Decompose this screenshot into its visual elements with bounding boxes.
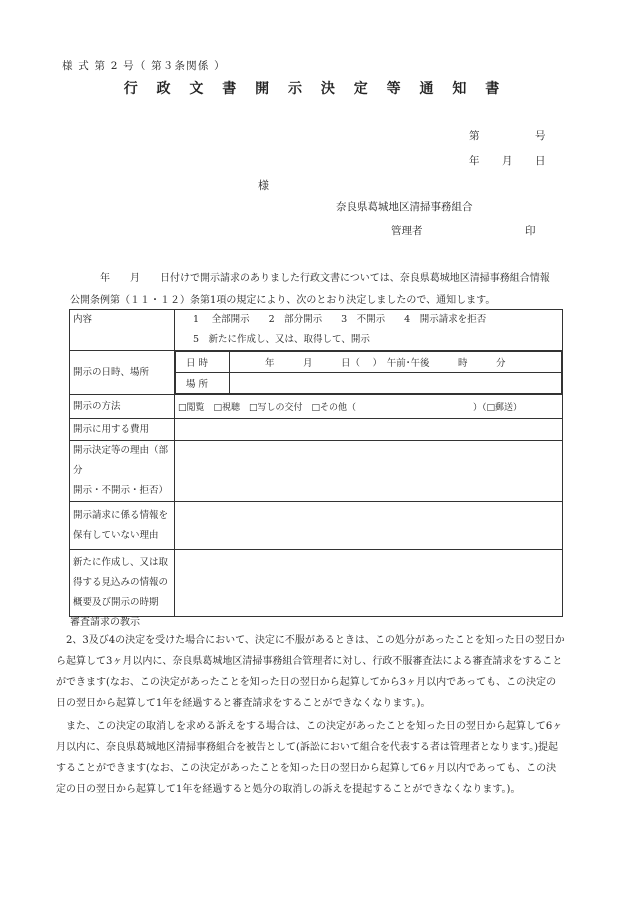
cost-label: 開示に用する費用 bbox=[70, 419, 175, 441]
issue-date bbox=[469, 153, 568, 168]
datetime-inner bbox=[175, 351, 562, 394]
date-day: 日 bbox=[535, 155, 546, 167]
table-row bbox=[70, 441, 563, 502]
no-info-label-line-2: 保有していない理由 bbox=[73, 529, 159, 541]
reason-label-line-2: 開示・不開示・拒否） bbox=[73, 485, 169, 496]
new-info-value bbox=[175, 550, 563, 617]
organization-name: 奈良県葛城地区清掃事務組合 bbox=[336, 201, 473, 213]
datetime-value: 年 月 日（ ） 午前･午後 時 分 bbox=[230, 352, 562, 373]
place-sub-label: 場 所 bbox=[176, 373, 230, 394]
seal-mark: 印 bbox=[525, 225, 536, 237]
table-row bbox=[70, 502, 563, 550]
cost-value bbox=[175, 419, 563, 441]
reason-label bbox=[70, 441, 175, 502]
content-options bbox=[175, 310, 563, 351]
form-number: 様 式 第 2 号（ 第３条関係 ） bbox=[62, 60, 226, 72]
no-info-value bbox=[175, 502, 563, 550]
content-line-1: 1 全部開示 2 部分開示 3 不開示 4 開示請求を拒否 bbox=[193, 314, 487, 325]
datetime-row bbox=[176, 352, 562, 373]
table-row bbox=[70, 395, 563, 419]
place-row bbox=[176, 373, 562, 394]
addressee: 様 bbox=[258, 179, 269, 192]
table-row bbox=[70, 351, 563, 395]
document-title: 行 政 文 書 開 示 決 定 等 通 知 書 bbox=[123, 81, 507, 97]
table-row bbox=[70, 419, 563, 441]
new-info-label-line-3: 概要及び開示の時期 bbox=[73, 597, 159, 608]
intro-line-1: 年 月 日付けで開示請求のありました行政文書については、奈良県葛城地区清掃事務組合情報 bbox=[100, 273, 550, 284]
date-year: 年 bbox=[469, 155, 480, 167]
table-row bbox=[70, 310, 563, 351]
new-info-label-line-1: 新たに作成し、又は取 bbox=[73, 557, 169, 568]
new-info-label-line-2: 得する見込みの情報の bbox=[73, 577, 169, 588]
intro-line-2: 公開条例第（１１・１２）条第1項の規定により、次のとおり決定しましたので、通知します。 bbox=[70, 295, 496, 306]
reason-label-line-1: 開示決定等の理由（部分 bbox=[73, 445, 169, 476]
appeal-notice-paragraph-2: また、この決定の取消しを求める訴えをする場合は、この決定があったことを知った日の翌日から起算して6ヶ月以内に、奈良県葛城地区清掃事務組合を被告として(訴訟において組合を代表する者は管理者となります。)提起することができます(なお、この決定があったことを知った日の翌日から起算して6ヶ月以内であっても、この決定の日の翌日から起算して1年を経過すると処分の取消しの訴えを提起することができなくなります。)。 bbox=[56, 721, 563, 795]
number-go: 号 bbox=[535, 130, 546, 142]
place-value bbox=[230, 373, 562, 394]
number-dai: 第 bbox=[469, 130, 480, 142]
method-options: □閲覧 □視聴 □写しの交付 □その他（ ）（□郵送） bbox=[175, 395, 563, 419]
datetime-label: 開示の日時、場所 bbox=[70, 351, 175, 395]
no-info-label-line-1: 開示請求に係る情報を bbox=[73, 509, 169, 521]
decision-table bbox=[69, 309, 563, 617]
no-info-label bbox=[70, 502, 175, 550]
appeal-notice-paragraph-1: 2、3及び4の決定を受けた場合において、決定に不服があるときは、この処分があったことを知った日の翌日から起算して3ヶ月以内に、奈良県葛城地区清掃事務組合管理者に対し、行政不服審査法による審査請求をすることができます(なお、この決定があったことを知った日の翌日から起算してから3ヶ月以内であっても、この決定の日の翌日から起算して1年を経過すると審査請求をすることができなくなります。)。 bbox=[56, 635, 565, 709]
method-label: 開示の方法 bbox=[70, 395, 175, 419]
content-label: 内容 bbox=[70, 310, 175, 351]
datetime-cell bbox=[175, 351, 563, 395]
datetime-sub-label: 日 時 bbox=[176, 352, 230, 373]
content-line-2: 5 新たに作成し、又は、取得して、開示 bbox=[193, 334, 370, 345]
manager-title: 管理者 bbox=[391, 225, 423, 237]
document-number bbox=[469, 128, 546, 143]
date-month: 月 bbox=[502, 155, 513, 167]
appeal-notice-heading: 審査請求の教示 bbox=[70, 617, 140, 628]
new-info-label bbox=[70, 550, 175, 617]
reason-value bbox=[175, 441, 563, 502]
table-row bbox=[70, 550, 563, 617]
